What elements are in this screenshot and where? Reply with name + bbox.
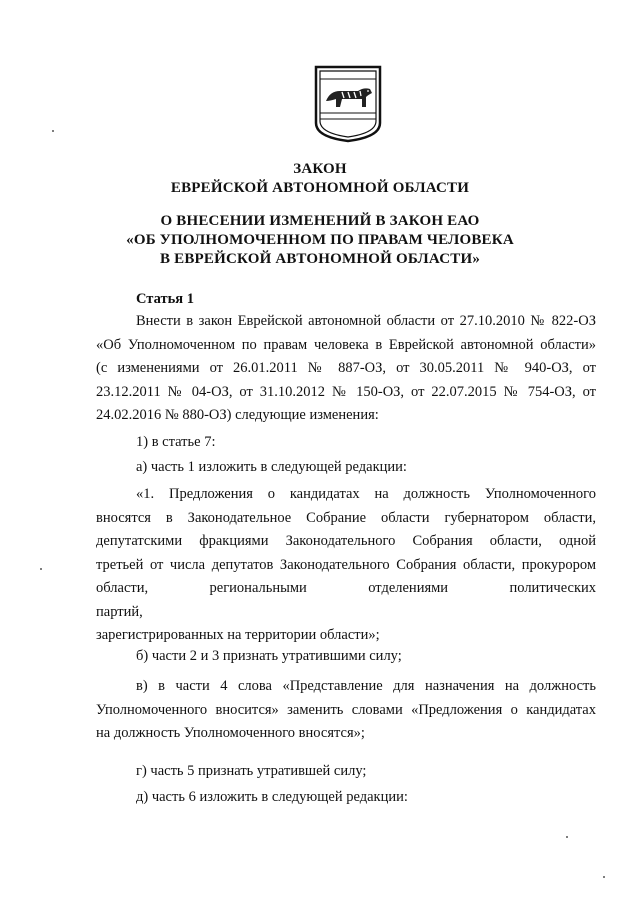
item-v-line-3: на должность Уполномоченного вносятся»; — [96, 725, 365, 741]
law-title-line-1: ЗАКОН — [293, 161, 347, 177]
coat-of-arms-tiger-icon — [312, 63, 384, 143]
quote-line-5: области, региональными отделениями политических партий, — [96, 580, 596, 620]
item-a: а) часть 1 изложить в следующей редакции: — [136, 459, 407, 475]
intro-line-5: 24.02.2016 № 880-ОЗ) следующие изменения: — [96, 407, 379, 423]
law-title-line-2: ЕВРЕЙСКОЙ АВТОНОМНОЙ ОБЛАСТИ — [170, 180, 470, 196]
intro-line-4: 23.12.2011 № 04-ОЗ, от 31.10.2012 № 150-ОЗ, от 22.07.2015 № 754-ОЗ, от — [96, 383, 596, 400]
quote-line-4: третьей от числа депутатов Законодательного Собрания области, прокурором — [96, 556, 596, 573]
item-v — [96, 675, 596, 746]
quote-line-2: вносятся в Законодательное Собрание области губернатором области, — [96, 509, 596, 526]
quote-line-3: депутатскими фракциями Законодательного Собрания области, одной — [96, 533, 596, 549]
law-subtitle — [0, 212, 640, 269]
item-g: г) часть 5 признать утратившей силу; — [136, 763, 367, 779]
law-subtitle-line-3: В ЕВРЕЙСКОЙ АВТОНОМНОЙ ОБЛАСТИ» — [159, 251, 481, 267]
article-intro — [96, 310, 596, 428]
law-title — [0, 160, 640, 198]
intro-line-1: Внести в закон Еврейской автономной области от 27.10.2010 № 822-ОЗ — [136, 313, 596, 329]
article-heading: Статья 1 — [136, 291, 194, 307]
item-v-line-1: в) в части 4 слова «Представление для назначения на должность — [136, 678, 596, 694]
intro-line-3: (с изменениями от 26.01.2011 № 887-ОЗ, от 30.05.2011 № 940-ОЗ, от — [96, 360, 596, 376]
item-1: 1) в статье 7: — [136, 434, 216, 450]
quote-line-6: зарегистрированных на территории области»; — [96, 627, 380, 643]
item-b: б) части 2 и 3 признать утратившими силу; — [136, 648, 402, 664]
item-v-line-2: Уполномоченного вносится» заменить словами «Предложения о кандидатах — [96, 701, 596, 718]
scan-speck — [603, 876, 605, 878]
scan-speck — [566, 836, 568, 838]
scan-speck — [52, 130, 54, 132]
item-d: д) часть 6 изложить в следующей редакции: — [136, 789, 408, 805]
quoted-redaction — [96, 483, 596, 648]
law-subtitle-line-1: О ВНЕСЕНИИ ИЗМЕНЕНИЙ В ЗАКОН ЕАО — [160, 213, 480, 229]
intro-line-2: «Об Уполномоченном по правам человека в Еврейской автономной области» — [96, 336, 596, 353]
scan-speck — [40, 568, 42, 570]
law-subtitle-line-2: «ОБ УПОЛНОМОЧЕННОМ ПО ПРАВАМ ЧЕЛОВЕКА — [126, 232, 514, 248]
quote-line-1: «1. Предложения о кандидатах на должность Уполномоченного — [136, 486, 596, 502]
